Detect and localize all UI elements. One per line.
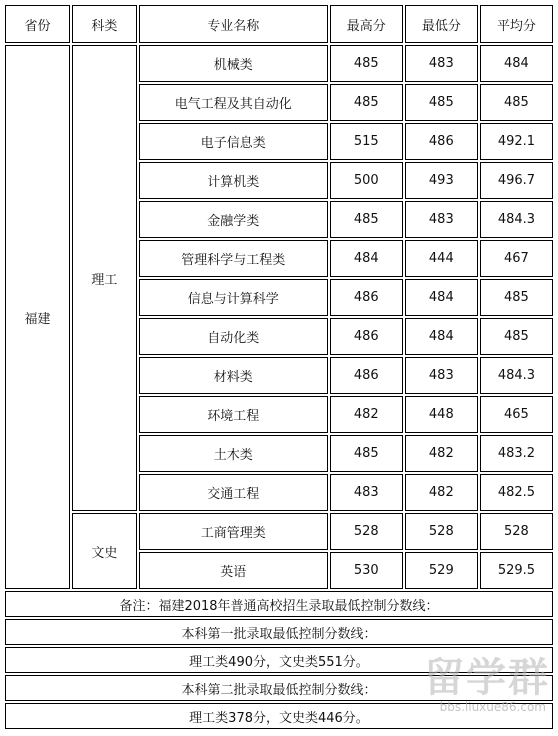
avg-score-cell: 484.3 [480, 357, 553, 394]
min-score-cell: 529 [405, 552, 478, 589]
note-text: 备注：福建2018年普通高校招生录取最低控制分数线： [5, 591, 553, 617]
table-row [5, 513, 553, 550]
major-cell: 信息与计算科学 [139, 279, 328, 316]
avg-score-cell: 485 [480, 318, 553, 355]
max-score-cell: 485 [330, 45, 403, 82]
major-cell: 环境工程 [139, 396, 328, 433]
max-score-cell: 484 [330, 240, 403, 277]
major-cell: 电气工程及其自动化 [139, 84, 328, 121]
avg-score-cell: 484 [480, 45, 553, 82]
note-row [5, 619, 553, 645]
note-row [5, 675, 553, 701]
note-text: 本科第二批录取最低控制分数线： [5, 675, 553, 701]
min-score-cell: 493 [405, 162, 478, 199]
note-text: 本科第一批录取最低控制分数线： [5, 619, 553, 645]
max-score-cell: 482 [330, 396, 403, 433]
min-score-cell: 483 [405, 45, 478, 82]
major-cell: 工商管理类 [139, 513, 328, 550]
watermark-main-text: 留学群 [424, 655, 550, 701]
avg-score-cell: 467 [480, 240, 553, 277]
min-score-cell: 444 [405, 240, 478, 277]
watermark-url-text: bbs.liuxue86.com [439, 700, 546, 714]
major-cell: 金融学类 [139, 201, 328, 238]
min-score-cell: 482 [405, 474, 478, 511]
avg-score-cell: 528 [480, 513, 553, 550]
max-score-cell: 486 [330, 318, 403, 355]
min-score-cell: 483 [405, 201, 478, 238]
table-row [5, 45, 553, 82]
max-score-cell: 485 [330, 201, 403, 238]
header-max-score: 最高分 [330, 5, 403, 43]
max-score-cell: 528 [330, 513, 403, 550]
major-cell: 自动化类 [139, 318, 328, 355]
min-score-cell: 482 [405, 435, 478, 472]
max-score-cell: 485 [330, 435, 403, 472]
min-score-cell: 486 [405, 123, 478, 160]
max-score-cell: 486 [330, 357, 403, 394]
avg-score-cell: 483.2 [480, 435, 553, 472]
avg-score-cell: 485 [480, 279, 553, 316]
major-cell: 英语 [139, 552, 328, 589]
min-score-cell: 485 [405, 84, 478, 121]
major-cell: 计算机类 [139, 162, 328, 199]
note-row [5, 703, 553, 729]
min-score-cell: 528 [405, 513, 478, 550]
major-cell: 交通工程 [139, 474, 328, 511]
header-row [5, 5, 553, 43]
max-score-cell: 483 [330, 474, 403, 511]
max-score-cell: 515 [330, 123, 403, 160]
avg-score-cell: 484.3 [480, 201, 553, 238]
max-score-cell: 486 [330, 279, 403, 316]
note-text: 理工类490分，文史类551分。 [5, 647, 553, 673]
avg-score-cell: 529.5 [480, 552, 553, 589]
header-min-score: 最低分 [405, 5, 478, 43]
major-cell: 机械类 [139, 45, 328, 82]
major-cell: 土木类 [139, 435, 328, 472]
max-score-cell: 500 [330, 162, 403, 199]
avg-score-cell: 465 [480, 396, 553, 433]
min-score-cell: 484 [405, 318, 478, 355]
min-score-cell: 484 [405, 279, 478, 316]
avg-score-cell: 485 [480, 84, 553, 121]
avg-score-cell: 496.7 [480, 162, 553, 199]
min-score-cell: 448 [405, 396, 478, 433]
avg-score-cell: 492.1 [480, 123, 553, 160]
min-score-cell: 483 [405, 357, 478, 394]
note-row [5, 647, 553, 673]
category-cell: 理工 [72, 45, 137, 511]
avg-score-cell: 482.5 [480, 474, 553, 511]
major-cell: 材料类 [139, 357, 328, 394]
note-row [5, 591, 553, 617]
header-province: 省份 [5, 5, 70, 43]
province-cell: 福建 [5, 45, 70, 589]
admission-score-table [3, 3, 555, 731]
header-avg-score: 平均分 [480, 5, 553, 43]
major-cell: 管理科学与工程类 [139, 240, 328, 277]
category-cell: 文史 [72, 513, 137, 589]
max-score-cell: 530 [330, 552, 403, 589]
header-category: 科类 [72, 5, 137, 43]
header-major: 专业名称 [139, 5, 328, 43]
major-cell: 电子信息类 [139, 123, 328, 160]
note-text: 理工类378分，文史类446分。 [5, 703, 553, 729]
max-score-cell: 485 [330, 84, 403, 121]
